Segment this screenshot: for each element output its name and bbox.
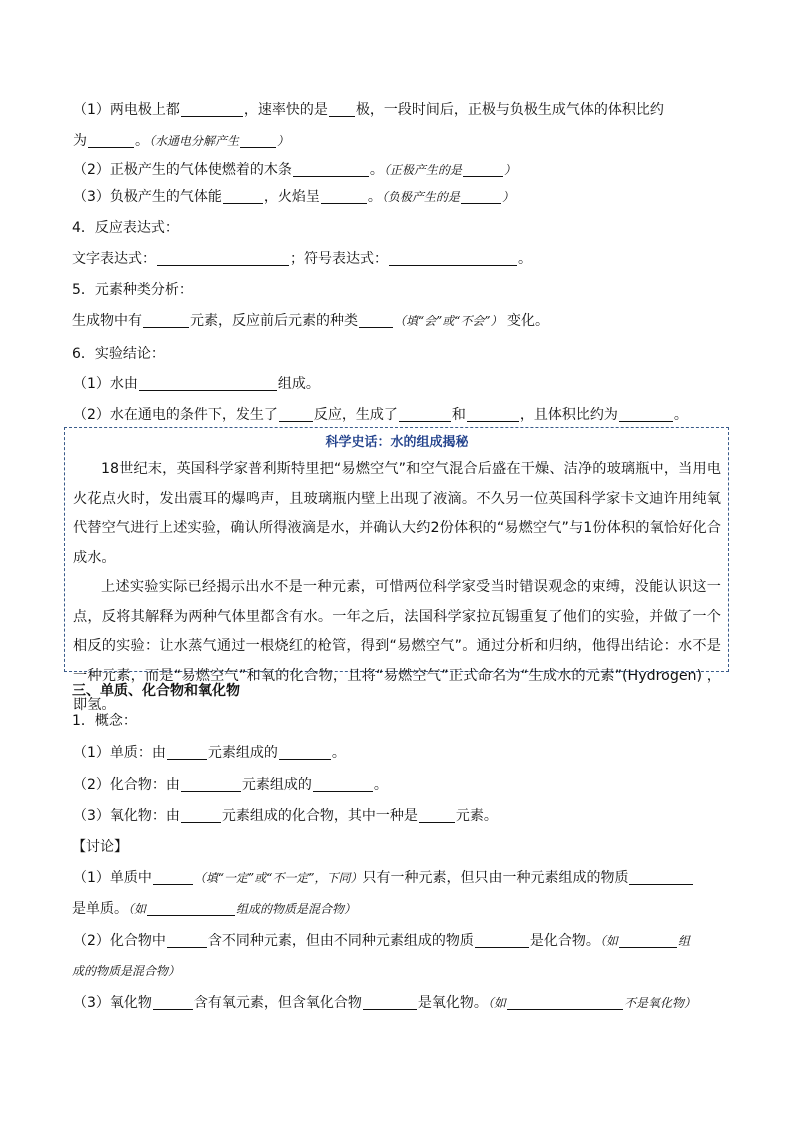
fill-blank[interactable]: [240, 133, 276, 148]
q6-line-2: [73, 406, 688, 424]
text: 含有氧元素，但含氧化合物: [193, 995, 362, 1011]
hint-text: 组成的物质是混合物）: [236, 902, 357, 916]
text: （2）化合物：由: [73, 777, 180, 793]
text: 。: [367, 189, 382, 205]
q3-line-3: [73, 161, 516, 179]
fill-blank[interactable]: [313, 777, 373, 792]
q6-title: 6．实验结论：: [72, 346, 165, 362]
history-title: 科学史话：水的组成揭秘: [325, 435, 469, 450]
fill-blank[interactable]: [329, 102, 355, 117]
fill-blank[interactable]: [359, 313, 393, 328]
fill-blank[interactable]: [419, 808, 455, 823]
text: 文字表达式：: [72, 251, 156, 267]
hint-text: 组: [677, 934, 690, 948]
concept-1: [73, 744, 346, 762]
text: ，且体积比约为: [519, 407, 618, 423]
text: （3）氧化物: [73, 995, 152, 1011]
fill-blank[interactable]: [619, 933, 677, 948]
hint-text: ）: [501, 190, 514, 204]
discuss-2: [73, 932, 690, 950]
fill-blank[interactable]: [181, 777, 241, 792]
text: 是单质。: [72, 901, 128, 917]
concept-3: [73, 807, 498, 825]
text: 元素，反应前后元素的种类: [190, 313, 358, 329]
text: 变化。: [502, 313, 549, 329]
fill-blank[interactable]: [629, 870, 693, 885]
q6-line-1: [73, 375, 320, 393]
fill-blank[interactable]: [167, 933, 207, 948]
discuss-2-cont: [72, 962, 180, 980]
text: 。: [331, 745, 346, 761]
text: 元素组成的: [207, 745, 278, 761]
text: （1）两电极上都: [73, 102, 180, 118]
text: 组成。: [277, 376, 320, 392]
text: 。: [518, 251, 532, 267]
history-paragraph-1: 18世纪末，英国科学家普利斯特里把“易燃空气”和空气混合后盛在干燥、洁净的玻璃瓶中，当用电火花点火时，发出震耳的爆鸣声，且玻璃瓶内壁上出现了液滴。不久另一位英国科学家卡文迪许用纯氧代替空气进行上述实验，确认所得液滴是水，并确认大约2份体积的“易燃空气”与1份体积的氧恰好化合成水。: [73, 461, 721, 566]
text: （1）单质：由: [73, 745, 166, 761]
text: （3）氧化物：由: [73, 808, 180, 824]
discuss-3: [73, 994, 696, 1012]
text: （3）负极产生的气体能: [73, 189, 222, 205]
fill-blank[interactable]: [143, 313, 189, 328]
text: （2）正极产生的气体使燃着的木条: [73, 162, 292, 178]
hint-text: （水通电分解产生: [149, 134, 240, 148]
hint-text: （填“一定”或“不一定”，下同）: [193, 871, 363, 885]
fill-blank[interactable]: [475, 933, 529, 948]
hint-text: ）: [503, 163, 516, 177]
text: 元素。: [455, 808, 498, 824]
fill-blank[interactable]: [461, 189, 501, 204]
fill-blank[interactable]: [399, 407, 451, 422]
text: 。: [369, 162, 384, 178]
q4-title: 4．反应表达式：: [72, 220, 179, 236]
fill-blank[interactable]: [389, 251, 517, 266]
q5-line: [72, 312, 549, 330]
fill-blank[interactable]: [167, 745, 207, 760]
text: 极，一段时间后，正极与负极生成气体的体积比约: [355, 102, 664, 118]
text: ，火焰呈: [263, 189, 320, 205]
text: 反应，生成了: [313, 407, 398, 423]
hint-text: 成的物质是混合物）: [72, 964, 181, 978]
text: ，速率快的是: [243, 102, 328, 118]
fill-blank[interactable]: [147, 901, 235, 916]
fill-blank[interactable]: [507, 995, 623, 1010]
text: 元素组成的: [241, 777, 312, 793]
fill-blank[interactable]: [293, 162, 369, 177]
fill-blank[interactable]: [463, 162, 503, 177]
q3-line-1: [73, 101, 664, 119]
text: （2）化合物中: [73, 933, 166, 949]
concept-2: [73, 776, 388, 794]
concept-title: 1．概念：: [72, 713, 137, 729]
hint-text: 不是氧化物）: [623, 996, 696, 1010]
section-title: 三、单质、化合物和氧化物: [72, 683, 240, 699]
hint-text: （如: [487, 996, 506, 1010]
fill-blank[interactable]: [181, 102, 243, 117]
hint-text: ）: [277, 134, 290, 148]
fill-blank[interactable]: [88, 133, 134, 148]
text: 含不同种元素，但由不同种元素组成的物质: [207, 933, 474, 949]
text: 元素组成的化合物，其中一种是: [221, 808, 418, 824]
fill-blank[interactable]: [467, 407, 519, 422]
fill-blank[interactable]: [619, 407, 673, 422]
fill-blank[interactable]: [321, 189, 367, 204]
q3-line-2: [73, 132, 289, 150]
fill-blank[interactable]: [181, 808, 221, 823]
text: （1）单质中: [73, 870, 152, 886]
text: 和: [451, 407, 466, 423]
hint-text: （负极产生的是: [381, 190, 460, 204]
fill-blank[interactable]: [223, 189, 263, 204]
text: 。: [373, 777, 388, 793]
hint-text: （如: [599, 934, 618, 948]
text: ；符号表达式：: [290, 251, 388, 267]
hint-text: （如: [128, 902, 147, 916]
hint-text: （正极产生的是: [383, 163, 462, 177]
q5-title: 5．元素种类分析：: [72, 282, 193, 298]
q4-line: [72, 250, 532, 268]
fill-blank[interactable]: [153, 870, 193, 885]
text: （2）水在通电的条件下，发生了: [73, 407, 278, 423]
text: 只有一种元素，但只由一种元素组成的物质: [362, 870, 629, 886]
text: 是氧化物。: [417, 995, 488, 1011]
text: 。: [673, 407, 688, 423]
discuss-title: 【讨论】: [72, 839, 128, 855]
fill-blank[interactable]: [279, 745, 331, 760]
fill-blank[interactable]: [153, 995, 193, 1010]
text: （1）水由: [73, 376, 138, 392]
hint-text: （填“会”或“不会”）: [394, 314, 503, 328]
fill-blank[interactable]: [139, 376, 277, 391]
text: 为: [73, 133, 87, 149]
text: 是化合物。: [529, 933, 600, 949]
history-paragraph-2: 上述实验实际已经揭示出水不是一种元素，可惜两位科学家受当时错误观念的束缚，没能认识这一点，反将其解释为两种气体里都含有水。一年之后，法国科学家拉瓦锡重复了他们的实验，并做了一个相反的实验：让水蒸气通过一根烧红的枪管，得到“易燃空气”。通过分析和归纳，他得出结论：水不是一种元素，而是“易燃空气”和氧的化合物，且将“易燃空气”正式命名为“生成水的元素”(Hydrogen) ， 即氢。: [73, 579, 721, 713]
fill-blank[interactable]: [157, 251, 289, 266]
discuss-1: [73, 869, 694, 887]
text: 。: [135, 133, 149, 149]
text: 生成物中有: [72, 313, 142, 329]
discuss-1-cont: [72, 900, 356, 918]
q3-line-4: [73, 188, 514, 206]
fill-blank[interactable]: [363, 995, 417, 1010]
fill-blank[interactable]: [279, 407, 313, 422]
